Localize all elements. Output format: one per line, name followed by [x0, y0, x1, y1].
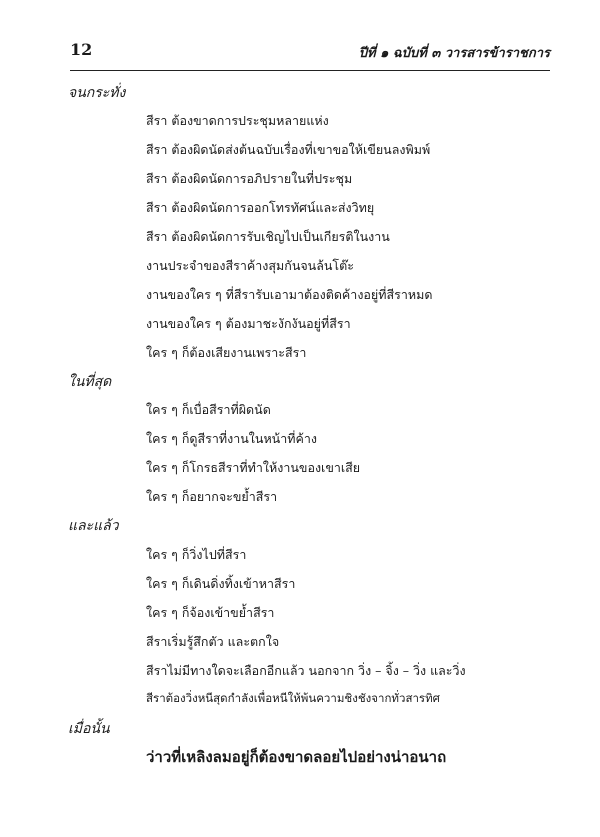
poem-line: ใคร ๆ ก็โกรธสีราที่ทำให้งานของเขาเสีย — [146, 460, 361, 475]
poem-line: สีราต้องวิ่งหนีสุดกำลังเพื่อหนีให้พ้นความชิงชังจากทั่วสารทิศ — [146, 691, 440, 705]
running-header-title: ปีที่ ๑ ฉบับที่ ๓ วารสารข้าราชการ — [358, 46, 550, 61]
poem-line: สีราเริ่มรู้สึกตัว และตกใจ — [146, 634, 280, 649]
poem-line: ใคร ๆ ก็เบื่อสีราที่ผิดนัด — [146, 402, 271, 417]
poem-line: ใคร ๆ ก็ดูสีราที่งานในหน้าที่ค้าง — [146, 431, 317, 446]
poem-line: สีรา ต้องขาดการประชุมหลายแห่ง — [146, 113, 329, 128]
poem-line: ใคร ๆ ก็วิ่งไปที่สีรา — [146, 547, 247, 562]
section-heading: จนกระทั่ง — [68, 85, 126, 101]
section-heading: และแล้ว — [68, 518, 119, 534]
poem-line: งานของใคร ๆ ต้องมาชะงักงันอยู่ที่สีรา — [146, 316, 351, 331]
poem-line: สีราไม่มีทางใดจะเลือกอีกแล้ว นอกจาก วิ่ง – จิ้ง – วิ่ง และวิ่ง — [146, 663, 466, 678]
page-number: 12 — [70, 40, 93, 59]
poem-line: ใคร ๆ ก็จ้องเข้าขย้ำสีรา — [146, 605, 275, 620]
poem-line: งานประจำของสีราค้างสุมกันจนล้นโต๊ะ — [146, 258, 354, 273]
poem-line: สีรา ต้องผิดนัดการออกโทรทัศน์และส่งวิทยุ — [146, 200, 375, 215]
poem-line: ใคร ๆ ก็อยากจะขย้ำสีรา — [146, 489, 278, 504]
poem-line: ใคร ๆ ก็เดินดิ่งทิ้งเข้าหาสีรา — [146, 576, 296, 591]
section-heading: เมื่อนั้น — [68, 721, 110, 737]
poem-line: สีรา ต้องผิดนัดการอภิปรายในที่ประชุม — [146, 171, 353, 186]
poem-line: ใคร ๆ ก็ต้องเสียงานเพราะสีรา — [146, 345, 307, 360]
page-header — [70, 40, 550, 68]
header-rule — [70, 70, 550, 71]
poem-line: สีรา ต้องผิดนัดการรับเชิญไปเป็นเกียรติในงาน — [146, 229, 390, 244]
poem-line: งานของใคร ๆ ที่สีรารับเอามาต้องติดค้างอยู่ที่สีราหมด — [146, 287, 433, 302]
section-heading: ในที่สุด — [68, 374, 112, 390]
poem-line: สีรา ต้องผิดนัดส่งต้นฉบับเรื่องที่เขาขอให้เขียนลงพิมพ์ — [146, 142, 431, 157]
closing-line: ว่าวที่เหลิงลมอยู่ก็ต้องขาดลอยไปอย่างน่าอนาถ — [146, 748, 447, 766]
